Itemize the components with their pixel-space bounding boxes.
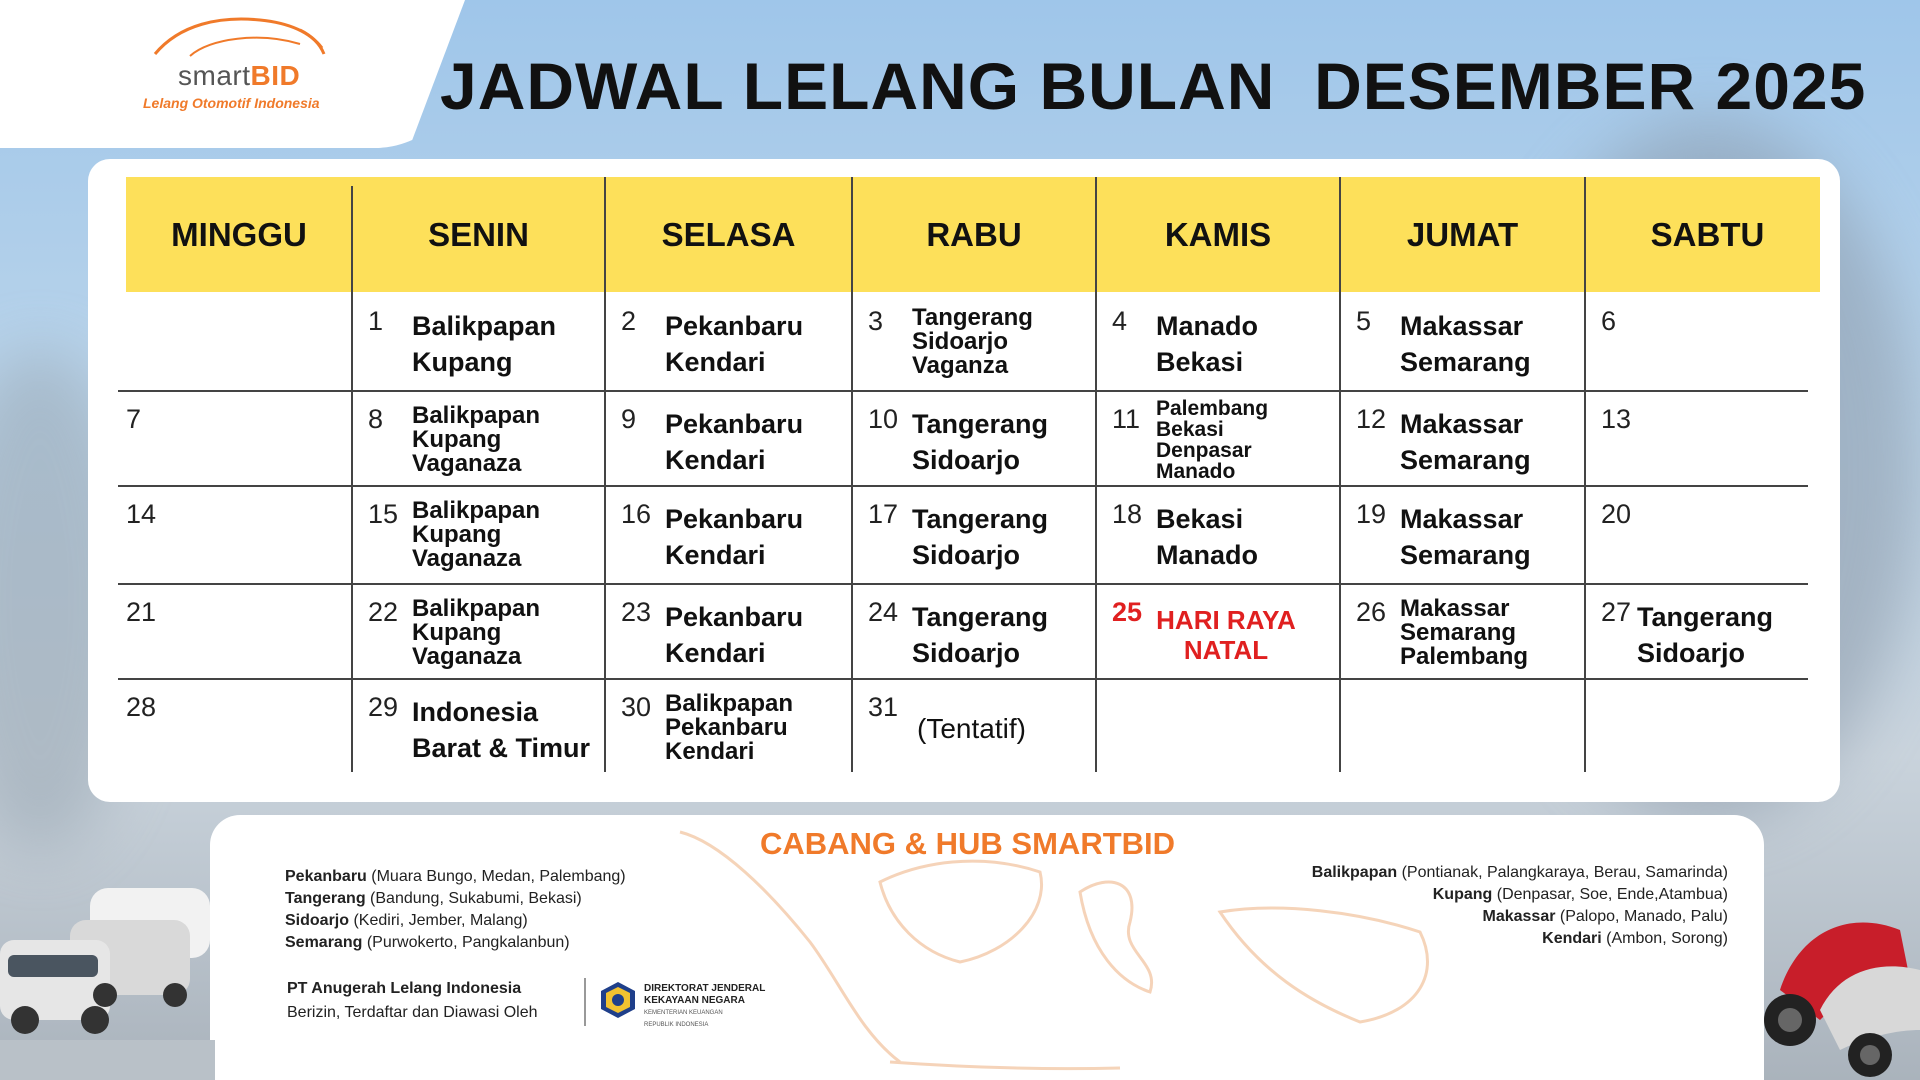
location-name: Palembang: [1400, 643, 1529, 670]
auction-locations: [1400, 308, 1531, 380]
auction-locations: [917, 713, 1026, 745]
day-number: 28: [126, 692, 157, 722]
day-number: 3: [868, 306, 884, 336]
calendar-day-cell: [1585, 583, 1830, 678]
holiday-label: [1146, 605, 1306, 665]
auction-locations: [665, 308, 803, 380]
location-name: Semarang: [1400, 540, 1531, 570]
auction-locations: [912, 501, 1048, 573]
branch-list-right: [1312, 862, 1728, 950]
location-name: Pekanbaru: [665, 602, 804, 632]
calendar-day-cell: [126, 390, 352, 485]
calendar-day-cell: [352, 292, 605, 390]
day-number: 6: [1601, 306, 1617, 336]
car-logo-icon: [150, 14, 330, 62]
calendar-day-cell: [1340, 390, 1585, 485]
branch-item: Sidoarjo (Kediri, Jember, Malang): [285, 912, 528, 929]
calendar-day-cell: [1585, 390, 1830, 485]
location-name: Pekanbaru: [665, 504, 804, 534]
calendar-day-cell: [605, 678, 852, 772]
calendar-day-cell: [605, 292, 852, 390]
location-name: Kendari: [665, 540, 766, 570]
location-name: Tangerang: [912, 602, 1049, 632]
day-number: 10: [868, 404, 899, 434]
day-number: 14: [126, 499, 157, 529]
branch-item: Pekanbaru (Muara Bungo, Medan, Palembang): [285, 868, 626, 885]
location-name: Kupang: [412, 426, 502, 453]
day-header-jumat: JUMAT: [1406, 216, 1519, 253]
location-name: Kupang: [412, 521, 502, 548]
location-name: Kupang: [412, 347, 513, 377]
location-name: Pekanbaru: [665, 311, 804, 341]
day-number: 19: [1356, 499, 1387, 529]
day-number: 27: [1601, 597, 1632, 627]
calendar-day-cell: [1096, 485, 1340, 583]
location-name: Kupang: [412, 619, 502, 646]
location-name: Makassar: [1400, 595, 1510, 622]
day-number: 2: [621, 306, 637, 336]
calendar-day-cell: [1585, 292, 1830, 390]
day-number: 9: [621, 404, 637, 434]
day-header-minggu: MINGGU: [171, 216, 307, 253]
branch-item: Tangerang (Bandung, Sukabumi, Bekasi): [285, 890, 582, 907]
location-name: Tangerang: [912, 304, 1033, 331]
day-number: 21: [126, 597, 157, 627]
location-name: Sidoarjo: [912, 328, 1009, 355]
cars-image: [0, 880, 215, 1080]
location-name: Kendari: [665, 347, 766, 377]
branch-title: CABANG & HUB SMARTBID: [760, 826, 1176, 861]
day-number: 20: [1601, 499, 1632, 529]
location-name: Balikpapan: [412, 595, 541, 622]
calendar-day-cell: [1096, 583, 1340, 678]
location-name: Manado: [1156, 311, 1259, 341]
calendar-day-cell: [852, 583, 1096, 678]
branch-item: Semarang (Purwokerto, Pangkalanbun): [285, 934, 570, 951]
auction-locations: [665, 692, 793, 764]
branch-item: Balikpapan (Pontianak, Palangkaraya, Berau, Samarinda): [1311, 864, 1728, 881]
location-name: Balikpapan: [412, 311, 557, 341]
day-header-rabu: RABU: [926, 216, 1022, 253]
day-header-selasa: SELASA: [661, 216, 796, 253]
location-name: Balikpapan: [412, 497, 541, 524]
auction-locations: [1156, 501, 1258, 573]
divider: [584, 978, 586, 1026]
location-name: Sidoarjo: [912, 540, 1021, 570]
auction-locations: [412, 308, 556, 380]
calendar-day-cell: [605, 390, 852, 485]
location-name: Balikpapan: [665, 690, 794, 717]
branch-list-left: [285, 866, 626, 954]
page-title: JADWAL LELANG BULAN DESEMBER 2025: [440, 49, 1867, 123]
calendar-day-cell: [1340, 292, 1585, 390]
auction-locations: [1156, 398, 1268, 482]
location-name: Barat & Timur: [412, 733, 591, 763]
location-name: Pekanbaru: [665, 409, 804, 439]
location-name: Balikpapan: [412, 402, 541, 429]
calendar-day-cell: [352, 390, 605, 485]
day-number: 29: [368, 692, 399, 722]
location-name: Indonesia: [412, 697, 539, 727]
calendar-day-cell: [126, 678, 352, 772]
day-number: 26: [1356, 597, 1387, 627]
branch-item: Kupang (Denpasar, Soe, Ende,Atambua): [1432, 886, 1728, 903]
calendar-day-cell: [1585, 485, 1830, 583]
location-name: HARI RAYA: [1156, 605, 1296, 635]
location-name: Kendari: [665, 445, 766, 475]
calendar-day-cell: [852, 485, 1096, 583]
auction-locations: [665, 501, 803, 573]
day-number: 1: [368, 306, 384, 336]
calendar-day-cell: [352, 678, 605, 772]
location-name: Sidoarjo: [912, 445, 1021, 475]
day-number: 22: [368, 597, 399, 627]
day-number: 13: [1601, 404, 1632, 434]
day-number: 16: [621, 499, 652, 529]
location-name: Manado: [1156, 540, 1259, 570]
auction-locations: [412, 694, 590, 766]
day-header-sabtu: SABTU: [1650, 216, 1765, 253]
auction-locations: [412, 597, 540, 669]
auction-locations: [1156, 308, 1258, 380]
day-number: 8: [368, 404, 384, 434]
location-name: Pekanbaru: [665, 714, 788, 741]
day-header-senin: SENIN: [428, 216, 529, 253]
motorcycles-image: [1760, 870, 1920, 1080]
location-name: Kendari: [665, 738, 755, 765]
calendar-day-cell: [1096, 678, 1340, 772]
location-name: NATAL: [1183, 635, 1269, 665]
day-number: 12: [1356, 404, 1387, 434]
location-name: Bekasi: [1156, 347, 1244, 377]
calendar-day-cell: [1340, 678, 1585, 772]
auction-locations: [412, 404, 540, 476]
auction-locations: [1400, 501, 1531, 573]
location-name: Sidoarjo: [1637, 638, 1746, 668]
location-name: Tangerang: [912, 504, 1049, 534]
location-name: Semarang: [1400, 445, 1531, 475]
day-number: 11: [1112, 404, 1141, 434]
location-name: Tangerang: [1637, 602, 1774, 632]
day-number: 18: [1112, 499, 1143, 529]
location-name: Kendari: [665, 638, 766, 668]
day-number: 23: [621, 597, 652, 627]
calendar-day-cell: [605, 583, 852, 678]
calendar-day-cell: [1340, 583, 1585, 678]
location-name: Palembang: [1156, 397, 1269, 420]
location-name: Sidoarjo: [912, 638, 1021, 668]
calendar-day-cell: [1096, 292, 1340, 390]
day-number: 31: [868, 692, 899, 722]
calendar-day-cell: [352, 583, 605, 678]
company-name: PT Anugerah Lelang Indonesia: [287, 980, 522, 997]
day-number: 30: [621, 692, 652, 722]
location-name: Manado: [1156, 460, 1236, 483]
location-name: Makassar: [1400, 409, 1524, 439]
location-name: Denpasar: [1156, 439, 1252, 462]
branch-item: Kendari (Ambon, Sorong): [1542, 930, 1728, 947]
calendar-day-cell: [852, 292, 1096, 390]
day-number: 7: [126, 404, 142, 434]
location-name: Vaganaza: [412, 545, 522, 572]
auction-locations: [412, 499, 540, 571]
location-name: Vaganza: [912, 352, 1009, 379]
auction-locations: [912, 599, 1048, 671]
calendar-day-cell: [605, 485, 852, 583]
location-name: Makassar: [1400, 504, 1524, 534]
day-number: 4: [1112, 306, 1128, 336]
calendar-day-cell: [126, 485, 352, 583]
day-number: 15: [368, 499, 399, 529]
auction-locations: [665, 406, 803, 478]
auction-locations: [1400, 597, 1528, 669]
location-name: Tangerang: [912, 409, 1049, 439]
day-number: 25: [1112, 597, 1143, 627]
calendar-day-cell: [126, 583, 352, 678]
company-subtitle: Berizin, Terdaftar dan Diawasi Oleh: [287, 1004, 538, 1021]
location-name: Vaganaza: [412, 643, 522, 670]
auction-locations: [665, 599, 803, 671]
location-name: (Tentatif): [917, 713, 1026, 744]
brand-logo: smartBID: [178, 60, 301, 91]
branch-item: Makassar (Palopo, Manado, Palu): [1482, 908, 1728, 925]
calendar-day-cell: [852, 390, 1096, 485]
brand-tagline: Lelang Otomotif Indonesia: [143, 95, 320, 111]
djkn-emblem-icon: [598, 980, 638, 1020]
day-number: 24: [868, 597, 899, 627]
auction-locations: [1637, 599, 1773, 671]
location-name: Makassar: [1400, 311, 1524, 341]
auction-locations: [1400, 406, 1531, 478]
location-name: Bekasi: [1156, 504, 1244, 534]
day-header-kamis: KAMIS: [1164, 216, 1272, 253]
djkn-label: DIREKTORAT JENDERAL KEKAYAAN NEGARA KEMENTERIAN KEUANGAN REPUBLIK INDONESIA: [644, 983, 766, 1028]
location-name: Semarang: [1400, 347, 1531, 377]
calendar-day-cell: [126, 292, 352, 390]
location-name: Bekasi: [1156, 418, 1224, 441]
calendar-day-cell: [852, 678, 1096, 772]
location-name: Vaganaza: [412, 450, 522, 477]
calendar-day-cell: [1585, 678, 1830, 772]
day-number: 17: [868, 499, 899, 529]
calendar-day-cell: [352, 485, 605, 583]
auction-locations: [912, 306, 1033, 378]
calendar-day-cell: [1096, 390, 1340, 485]
auction-locations: [912, 406, 1048, 478]
location-name: Semarang: [1400, 619, 1517, 646]
calendar-day-cell: [1340, 485, 1585, 583]
day-number: 5: [1356, 306, 1372, 336]
